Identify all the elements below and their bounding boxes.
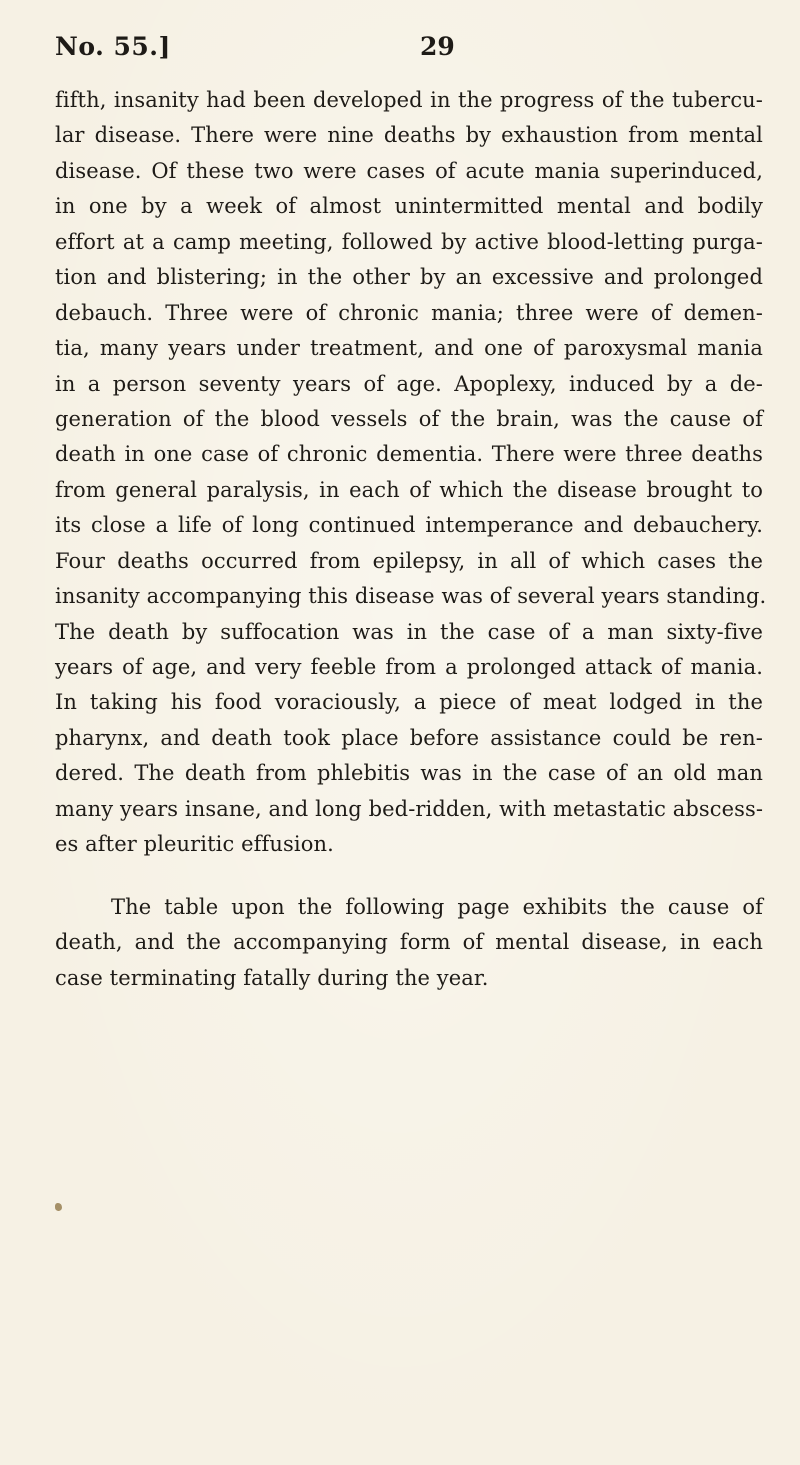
document-number: No. 55.]	[55, 32, 171, 61]
text-line: tion and blistering; in the other by an excessive and prolonged	[55, 265, 763, 290]
text-line: The death by suffocation was in the case of a man sixty-five	[55, 619, 763, 644]
page-number: 29	[420, 32, 455, 61]
text-line: debauch. Three were of chronic mania; three were of demen-	[55, 300, 763, 325]
text-line: tia, many years under treatment, and one of paroxysmal mania	[55, 336, 763, 361]
text-line: In taking his food voraciously, a piece of meat lodged in the	[55, 690, 763, 715]
page-header	[55, 32, 745, 72]
text-line: death, and the accompanying form of mental disease, in each	[55, 930, 763, 955]
text-line: effort at a camp meeting, followed by active blood-letting purga-	[55, 229, 763, 254]
text-line: many years insane, and long bed-ridden, with metastatic abscess-	[55, 796, 764, 821]
text-line: pharynx, and death took place before assistance could be ren-	[55, 725, 763, 750]
ink-speck	[55, 1203, 62, 1211]
text-line: The table upon the following page exhibits the cause of	[111, 894, 763, 919]
body-text	[55, 83, 767, 996]
text-line: es after pleuritic effusion.	[55, 832, 334, 857]
text-line: disease. Of these two were cases of acute mania superinduced,	[55, 158, 763, 183]
text-line: case terminating fatally during the year.	[55, 965, 489, 990]
text-line: fifth, insanity had been developed in the progress of the tubercu-	[55, 88, 763, 112]
paragraph-1	[55, 83, 767, 863]
paragraph-2	[55, 890, 763, 996]
text-line: insanity accompanying this disease was of several years standing.	[55, 584, 767, 609]
paragraph-gap	[55, 863, 763, 890]
text-line: Four deaths occurred from epilepsy, in all of which cases the	[55, 548, 763, 573]
text-line: from general paralysis, in each of which the disease brought to	[55, 477, 763, 502]
text-line: lar disease. There were nine deaths by exhaustion from mental	[55, 123, 763, 148]
text-line: in a person seventy years of age. Apoplexy, induced by a de-	[55, 371, 763, 396]
text-line: years of age, and very feeble from a prolonged attack of mania.	[55, 655, 763, 679]
text-line: its close a life of long continued intemperance and debauchery.	[55, 513, 763, 538]
text-line: in one by a week of almost unintermitted mental and bodily	[55, 194, 763, 219]
text-line: dered. The death from phlebitis was in the case of an old man	[55, 761, 763, 786]
text-line: generation of the blood vessels of the brain, was the cause of	[55, 406, 763, 431]
text-line: death in one case of chronic dementia. There were three deaths	[55, 442, 763, 467]
